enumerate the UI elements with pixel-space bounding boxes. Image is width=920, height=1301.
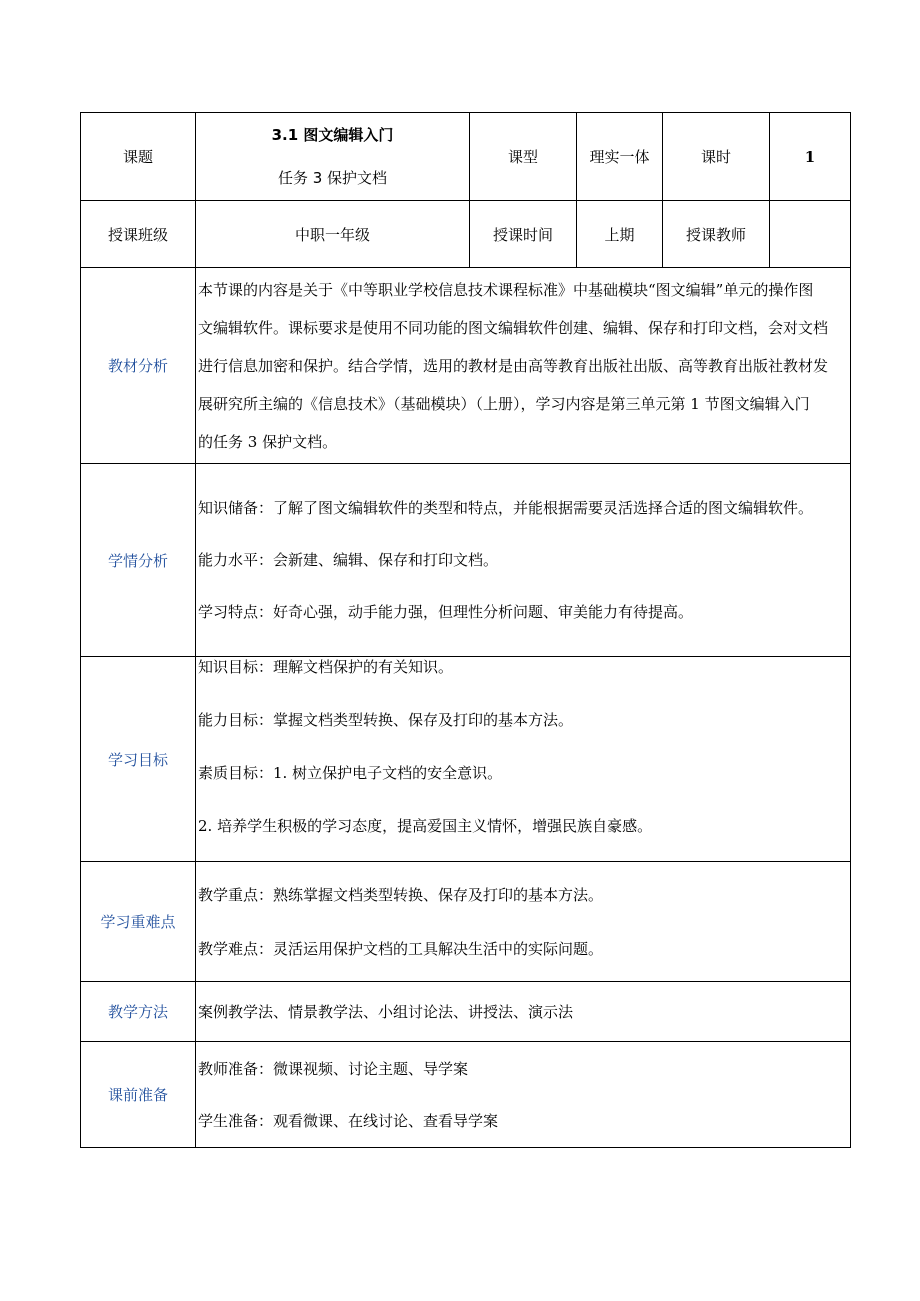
learners-label: 学情分析 xyxy=(81,464,196,657)
preparation-row xyxy=(81,1042,851,1148)
class-row xyxy=(81,201,851,268)
hours-label: 课时 xyxy=(663,113,770,201)
material-line-4: 展研究所主编的《信息技术》（基础模块）（上册），学习内容是第三单元第 1 节图文编辑入门 xyxy=(198,394,810,413)
keypoints-line-1: 教学重点：熟练掌握文档类型转换、保存及打印的基本方法。 xyxy=(198,885,604,904)
keypoints-row xyxy=(81,862,851,982)
topic-value xyxy=(196,113,470,201)
material-content xyxy=(196,268,851,464)
class-label: 授课班级 xyxy=(81,201,196,268)
goals-line-3: 素质目标：1. 树立保护电子文档的安全意识。 xyxy=(198,764,503,782)
learners-content xyxy=(196,464,851,657)
topic-row xyxy=(81,113,851,201)
keypoints-content xyxy=(196,862,851,982)
goals-row xyxy=(81,657,851,862)
type-label: 课型 xyxy=(470,113,577,201)
material-label: 教材分析 xyxy=(81,268,196,464)
methods-label: 教学方法 xyxy=(81,982,196,1042)
methods-line-1: 案例教学法、情景教学法、小组讨论法、讲授法、演示法 xyxy=(198,1003,574,1021)
class-value: 中职一年级 xyxy=(196,201,470,268)
hours-value: 1 xyxy=(770,113,851,201)
methods-content xyxy=(196,982,851,1042)
material-line-3: 进行信息加密和保护。结合学情，选用的教材是由高等教育出版社出版、高等教育出版社教材发 xyxy=(198,356,829,375)
topic-label: 课题 xyxy=(81,113,196,201)
time-value: 上期 xyxy=(577,201,663,268)
methods-row xyxy=(81,982,851,1042)
teacher-value xyxy=(770,201,851,268)
preparation-line-2: 学生准备：观看微课、在线讨论、查看导学案 xyxy=(198,1111,499,1130)
topic-line-1: 3.1 图文编辑入门 xyxy=(271,125,394,144)
keypoints-line-2: 教学难点：灵活运用保护文档的工具解决生活中的实际问题。 xyxy=(198,939,604,958)
type-value: 理实一体 xyxy=(577,113,663,201)
preparation-label: 课前准备 xyxy=(81,1042,196,1148)
material-line-5: 的任务 3 保护文档。 xyxy=(198,432,338,451)
goals-line-1: 知识目标：理解文档保护的有关知识。 xyxy=(198,658,454,676)
goals-label: 学习目标 xyxy=(81,657,196,862)
preparation-content xyxy=(196,1042,851,1148)
time-label: 授课时间 xyxy=(470,201,577,268)
goals-content xyxy=(196,657,851,862)
preparation-line-1: 教师准备：微课视频、讨论主题、导学案 xyxy=(198,1059,469,1078)
goals-line-4: 2. 培养学生积极的学习态度，提高爱国主义情怀，增强民族自豪感。 xyxy=(198,817,653,835)
keypoints-label: 学习重难点 xyxy=(81,862,196,982)
material-line-1: 本节课的内容是关于《中等职业学校信息技术课程标准》中基础模块“图文编辑”单元的操作图 xyxy=(198,280,814,299)
topic-line-2: 任务 3 保护文档 xyxy=(277,168,388,187)
lesson-plan-table xyxy=(80,112,851,1148)
teacher-label: 授课教师 xyxy=(663,201,770,268)
goals-line-2: 能力目标：掌握文档类型转换、保存及打印的基本方法。 xyxy=(198,711,574,729)
learners-line-1: 知识储备：了解了图文编辑软件的类型和特点，并能根据需要灵活选择合适的图文编辑软件。 xyxy=(198,499,814,517)
material-row xyxy=(81,268,851,464)
learners-line-3: 学习特点：好奇心强，动手能力强，但理性分析问题、审美能力有待提高。 xyxy=(198,603,694,621)
learners-row xyxy=(81,464,851,657)
material-line-2: 文编辑软件。课标要求是使用不同功能的图文编辑软件创建、编辑、保存和打印文档，会对文档 xyxy=(198,318,829,337)
learners-line-2: 能力水平：会新建、编辑、保存和打印文档。 xyxy=(198,551,499,569)
